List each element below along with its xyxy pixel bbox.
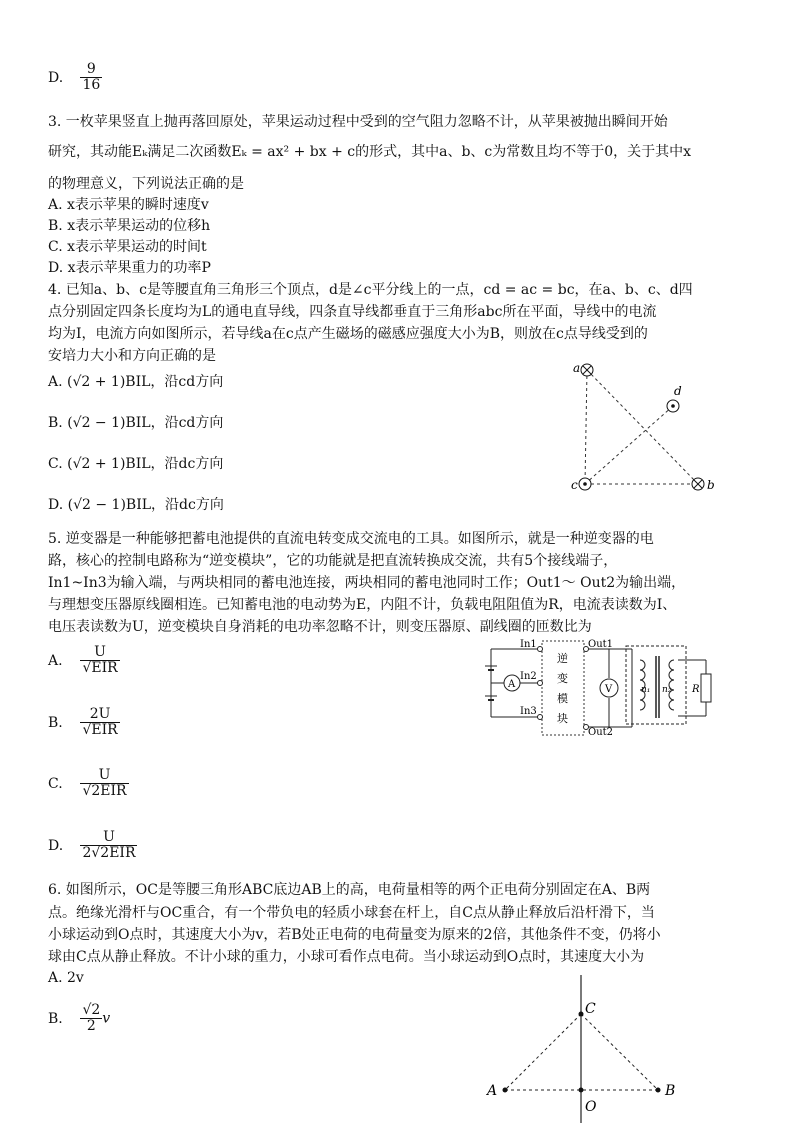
label-a: A xyxy=(487,1083,498,1099)
ammeter-label: A xyxy=(508,679,516,690)
fraction-numerator: U xyxy=(98,767,111,783)
label-c: C xyxy=(585,1001,596,1017)
option-label: C. xyxy=(48,775,63,792)
wire-c-out-of-page-icon xyxy=(579,478,591,490)
q5-inverter-circuit xyxy=(482,638,718,738)
q3-option-a: A. x表示苹果的瞬时速度v xyxy=(48,197,209,213)
q4-stem-line2: 点分别固定四条长度均为L的通电直导线，四条直导线都垂直于三角形abc所在平面，导线中的电流 xyxy=(48,304,657,320)
label-a: a xyxy=(573,361,581,375)
label-o: O xyxy=(585,1099,597,1115)
q6-stem-line1: 6. 如图所示，OC是等腰三角形ABC底边AB上的高，电荷量相等的两个正电荷分别固定在A、B两 xyxy=(48,882,651,898)
q4-stem-line3: 均为I，电流方向如图所示，若导线a在c点产生磁场的磁感应强度大小为B，则放在c点导线受到的 xyxy=(48,326,648,342)
q6-stem-line2: 点。绝缘光滑杆与OC重合，有一个带负电的轻质小球套在杆上，自C点从静止释放后沿杆滑下，当 xyxy=(48,905,655,921)
fraction-numerator: 2U xyxy=(89,706,111,722)
q5-stem-line5: 电压表读数为U，逆变模块自身消耗的电功率忽略不计，则变压器原、副线圈的匝数比为 xyxy=(48,619,592,635)
point-c xyxy=(579,1012,584,1017)
module-char-4: 块 xyxy=(557,712,568,725)
label-in2: In2 xyxy=(520,671,537,682)
fraction xyxy=(80,1003,102,1034)
q4-stem-line4: 安培力大小和方向正确的是 xyxy=(48,348,216,364)
wire-d-out-of-page-icon xyxy=(667,400,679,412)
q5-option-b xyxy=(48,707,120,738)
option-label: A. xyxy=(48,652,63,669)
module-char-3: 模 xyxy=(557,692,568,705)
wire-a-into-page-icon xyxy=(581,364,593,376)
fraction-numerator: U xyxy=(103,829,115,845)
q3-option-c: C. x表示苹果运动的时间t xyxy=(48,239,207,255)
label-n1: n₁ xyxy=(641,685,651,695)
voltmeter-label: V xyxy=(605,684,613,695)
q3-option-d: D. x表示苹果重力的功率P xyxy=(48,260,211,276)
fraction-numerator: √2 xyxy=(82,1002,101,1018)
label-b: B xyxy=(665,1083,676,1099)
q4-option-b: B. (√2 − 1)BIL，沿cd方向 xyxy=(48,415,224,431)
resistor-icon xyxy=(701,674,711,702)
label-out1: Out1 xyxy=(588,639,614,650)
option-label: B. xyxy=(48,1010,63,1027)
q5-stem-line2: 路，核心的控制电路称为“逆变模块”，它的功能就是把直流转换成交流，共有5个接线端子， xyxy=(48,553,618,569)
fraction-numerator: U xyxy=(94,644,106,660)
fraction-numerator: 9 xyxy=(86,61,96,77)
q4-wire-figure xyxy=(560,358,730,498)
label-b: b xyxy=(707,478,715,492)
fraction xyxy=(80,62,102,93)
fraction-denominator: 2 xyxy=(80,1018,102,1034)
q6-stem-line3: 小球运动到O点时，其速度大小为v，若B处正电荷的电荷量变为原来的2倍，其他条件不变，仍将小 xyxy=(48,927,661,943)
fraction-denominator: 16 xyxy=(82,77,101,93)
fraction xyxy=(80,830,137,861)
q5-stem-line4: 与理想变压器原线圈相连。已知蓄电池的电动势为E，内阻不计，负载电阻阻值为R，电流表读数为I、 xyxy=(48,597,677,613)
point-a xyxy=(503,1088,508,1093)
q6-charge-figure xyxy=(482,975,692,1123)
label-r: R xyxy=(692,684,700,695)
q4-option-d: D. (√2 − 1)BIL，沿dc方向 xyxy=(48,497,224,513)
fraction xyxy=(80,768,128,799)
edge-ca xyxy=(505,1014,581,1090)
q4-stem-line1: 4. 已知a、b、c是等腰直角三角形三个顶点，d是∠c平分线上的一点，cd = ac = bc，在a、b、c、d四 xyxy=(48,282,693,298)
q5-option-c xyxy=(48,768,129,799)
q5-option-a xyxy=(48,645,120,676)
module-char-1: 逆 xyxy=(557,652,568,665)
fraction-denominator: √EIR xyxy=(82,660,118,676)
label-in3: In3 xyxy=(520,706,537,717)
point-b xyxy=(656,1088,661,1093)
q6-option-a: A. 2v xyxy=(48,970,84,986)
label-c: c xyxy=(571,478,578,492)
label-in1: In1 xyxy=(520,639,537,650)
q3-option-b: B. x表示苹果运动的位移h xyxy=(48,218,211,234)
q5-stem-line1: 5. 逆变器是一种能够把蓄电池提供的直流电转变成交流电的工具。如图所示，就是一种逆变器的电 xyxy=(48,531,654,547)
q6-option-b xyxy=(48,1003,110,1034)
q3-stem-line1: 3. 一枚苹果竖直上抛再落回原处，苹果运动过程中受到的空气阻力忽略不计，从苹果被抛出瞬间开始 xyxy=(48,114,668,130)
option-label: D. xyxy=(48,69,64,86)
label-n2: n₂ xyxy=(662,685,672,695)
q5-option-d xyxy=(48,830,137,861)
label-out2: Out2 xyxy=(588,727,614,738)
voltmeter-icon xyxy=(600,679,618,697)
module-char-2: 变 xyxy=(557,672,568,685)
option-suffix: v xyxy=(102,1010,111,1027)
fraction-denominator: √2EIR xyxy=(82,783,127,799)
q4-option-c: C. (√2 + 1)BIL，沿dc方向 xyxy=(48,456,224,472)
option-label: D. xyxy=(48,837,64,854)
point-o xyxy=(579,1088,584,1093)
fraction xyxy=(80,645,119,676)
fraction xyxy=(80,707,119,738)
option-label: B. xyxy=(48,714,63,731)
edge-ac xyxy=(585,370,587,484)
q2-option-d xyxy=(48,62,102,93)
label-d: d xyxy=(674,384,682,398)
ammeter-icon xyxy=(504,675,520,691)
q3-stem-line3: 的物理意义，下列说法正确的是 xyxy=(48,176,244,192)
q6-stem-line4: 球由C点从静止释放。不计小球的重力，小球可看作点电荷。当小球运动到O点时，其速度大小为 xyxy=(48,949,645,965)
q3-stem-line2: 研究，其动能Eₖ满足二次函数Eₖ = ax² + bx + c的形式，其中a、b、c为常数且均不等于0，关于其中x xyxy=(48,144,692,160)
edge-cb xyxy=(581,1014,658,1090)
fraction-denominator: √EIR xyxy=(82,722,118,738)
q4-option-a: A. (√2 + 1)BIL，沿cd方向 xyxy=(48,374,224,390)
fraction-denominator: 2√2EIR xyxy=(82,845,136,861)
q5-stem-line3: In1~In3为输入端，与两块相同的蓄电池连接，两块相同的蓄电池同时工作；Out1～ Out2为输出端， xyxy=(48,575,686,591)
wire-b-into-page-icon xyxy=(692,478,704,490)
